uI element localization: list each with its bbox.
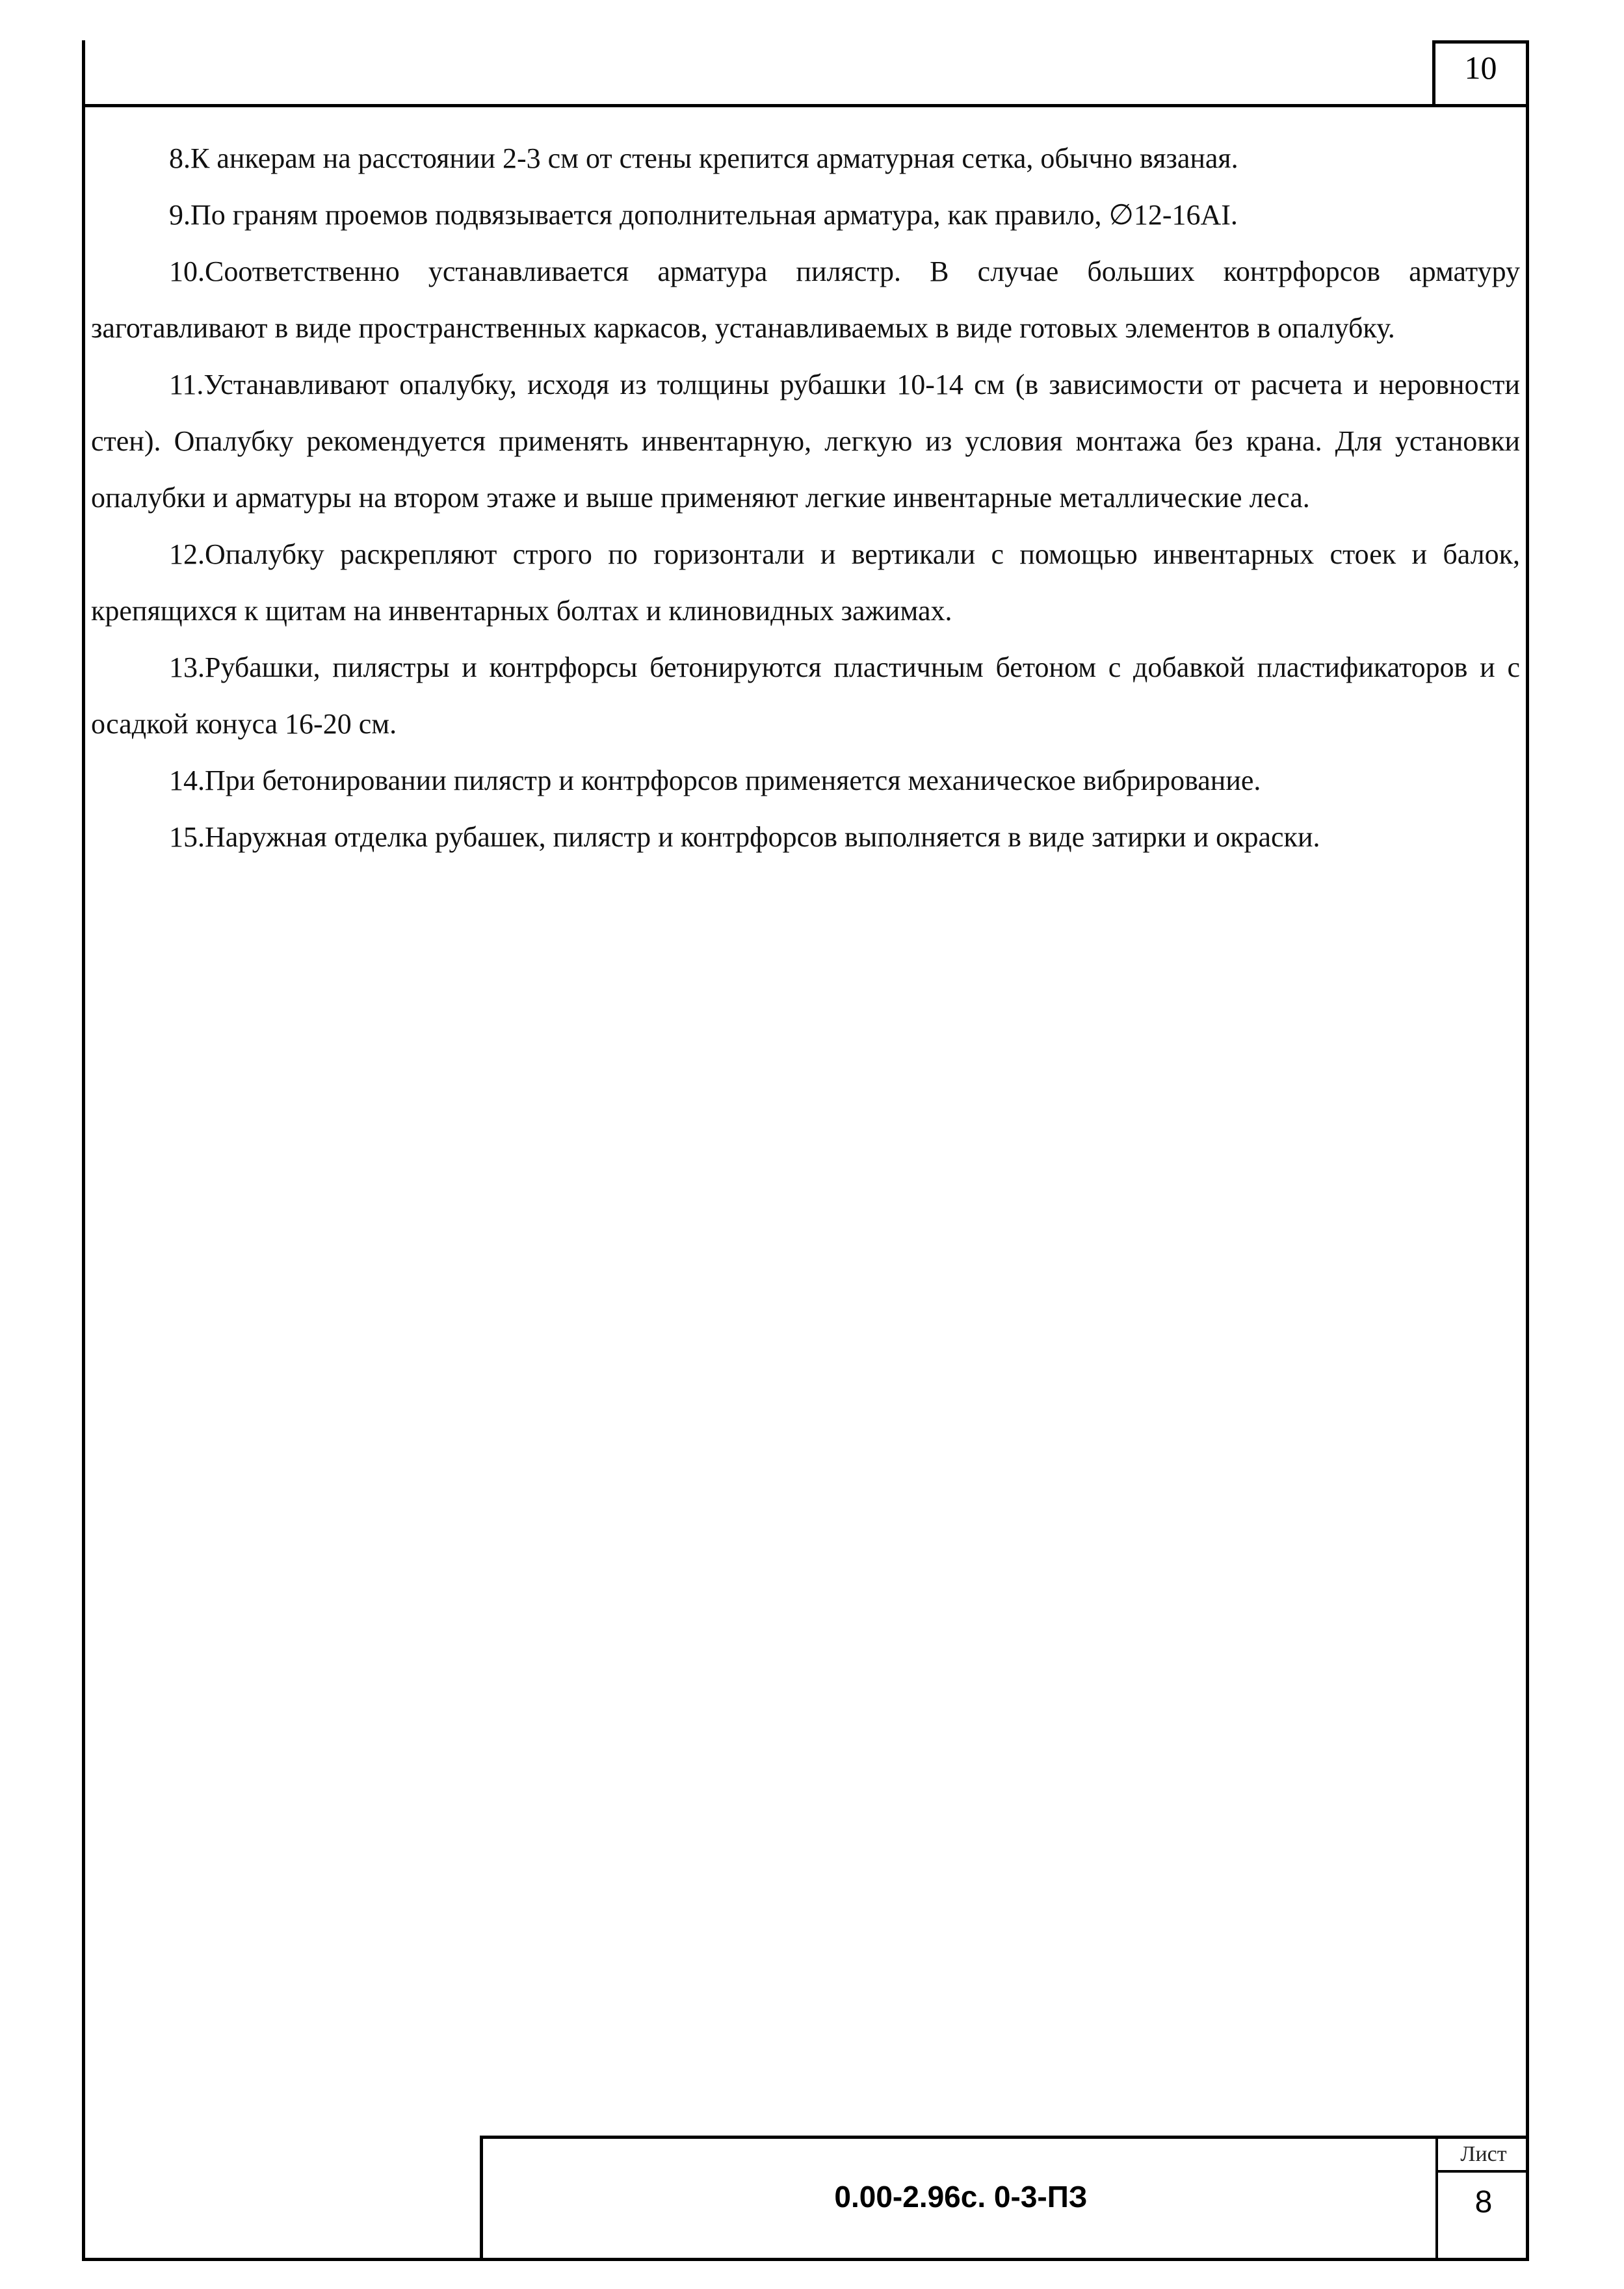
sheet-cell bbox=[1435, 2139, 1529, 2261]
title-block bbox=[480, 2136, 1529, 2261]
paragraph-14: 14.При бетонировании пилястр и контрфорсов применяется механическое вибрирование. bbox=[169, 765, 1261, 796]
header-divider bbox=[82, 104, 1529, 107]
paragraph-8: 8.К анкерам на расстоянии 2-3 см от стены крепится арматурная сетка, обычно вязаная. bbox=[169, 142, 1238, 174]
paragraph-13: 13.Рубашки, пилястры и контрфорсы бетонируются пластичным бетоном с добавкой пластификаторов и с осадкой конуса 16-20 см. bbox=[91, 651, 1520, 740]
sheet-label: Лист bbox=[1438, 2139, 1529, 2173]
sheet-number: 8 bbox=[1474, 2185, 1493, 2219]
frame-right-border bbox=[1526, 40, 1529, 2261]
document-body bbox=[91, 130, 1520, 865]
paragraph-12: 12.Опалубку раскрепляют строго по горизонтали и вертикали с помощью инвентарных стоек и балок, крепящихся к щитам на инвентарных болтах и клиновидных зажимах. bbox=[91, 538, 1520, 627]
paragraph-11: 11.Устанавливают опалубку, исходя из толщины рубашки 10-14 см (в зависимости от расчета и неровности стен). Опалубку рекомендуется применять инвентарную, легкую из условия монтажа без крана. Для установки опалубки и арматуры на втором этаже и выше применяют легкие инвентарные металлические леса. bbox=[91, 369, 1520, 514]
page-number-box bbox=[1432, 40, 1529, 107]
paragraph-15: 15.Наружная отделка рубашек, пилястр и контрфорсов выполняется в виде затирки и окраски. bbox=[169, 821, 1320, 853]
page-number: 10 bbox=[1464, 49, 1497, 86]
paragraph-9: 9.По граням проемов подвязывается дополнительная арматура, как правило, ∅12-16AI. bbox=[169, 199, 1238, 231]
paragraph-10: 10.Соответственно устанавливается арматура пилястр. В случае больших контрфорсов арматуру заготавливают в виде пространственных каркасов, устанавливаемых в виде готовых элементов в опалубку. bbox=[91, 255, 1520, 344]
document-code: 0.00-2.96с. 0-3-ПЗ bbox=[834, 2180, 1088, 2214]
frame-left-border bbox=[82, 40, 85, 2261]
